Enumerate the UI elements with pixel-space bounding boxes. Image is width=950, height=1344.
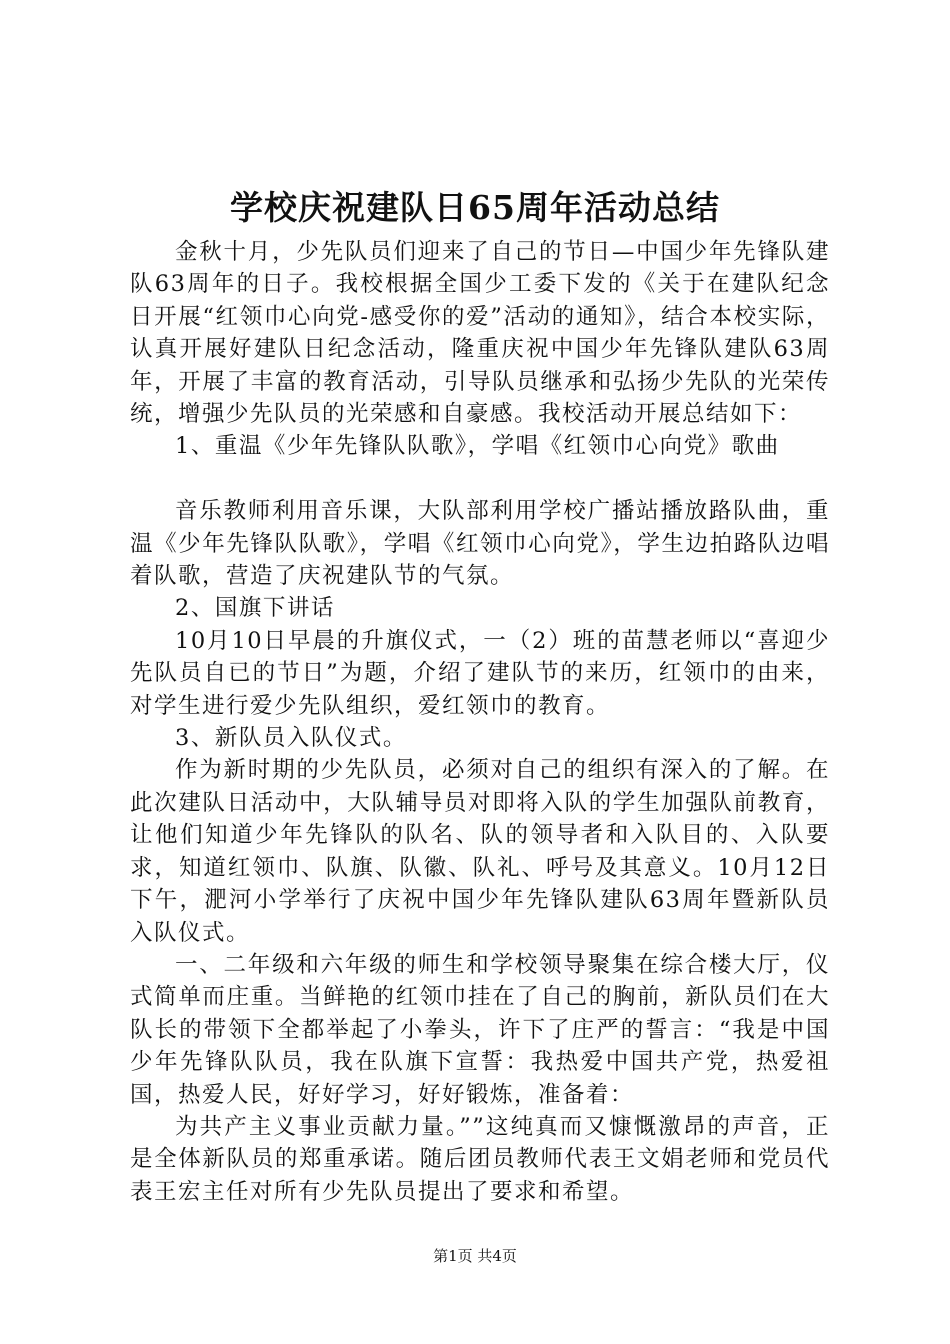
- paragraph-section-2-body: 10月10日早晨的升旗仪式，一（2）班的苗慧老师以“喜迎少先队员自已的节日”为题，介绍了建队节的来历，红领巾的由来，对学生进行爱少先队组织，爱红领巾的教育。: [130, 627, 830, 719]
- page-footer: 第1页 共4页: [433, 1247, 517, 1265]
- paragraph-section-3-heading: 3、新队员入队仪式。: [175, 725, 407, 752]
- paragraph-section-2-heading: 2、国旗下讲话: [175, 595, 335, 622]
- document-body: [130, 236, 830, 1208]
- paragraph-section-1-body: 音乐教师利用音乐课，大队部利用学校广播站播放路队曲，重温《少年先锋队队歌》，学唱《红领巾心向党》，学生边拍路队边唱着队歌，营造了庆祝建队节的气氛。: [130, 498, 830, 590]
- paragraph-intro: 金秋十月，少先队员们迎来了自己的节日—中国少年先锋队建队63周年的日子。我校根据全国少工委下发的《关于在建队纪念日开展“红领巾心向党-感受你的爱”活动的通知》，结合本校实际，认真开展好建队日纪念活动，隆重庆祝中国少年先锋队建队63周年，开展了丰富的教育活动，引导队员继承和弘扬少先队的光荣传统，增强少先队员的光荣感和自豪感。我校活动开展总结如下：: [130, 239, 830, 428]
- paragraph-section-1-heading: 1、重温《少年先锋队队歌》，学唱《红领巾心向党》歌曲: [175, 433, 780, 460]
- paragraph-section-3-body: 作为新时期的少先队员，必须对自己的组织有深入的了解。在此次建队日活动中，大队辅导员对即将入队的学生加强队前教育，让他们知道少年先锋队的队名、队的领导者和入队目的、入队要求，知道红领巾、队旗、队徽、队礼、呼号及其意义。10月12日下午，淝河小学举行了庆祝中国少年先锋队建队63周年暨新队员入队仪式。: [130, 757, 830, 946]
- document-title: 学校庆祝建队日65周年活动总结: [230, 188, 720, 227]
- paragraph-blank: [130, 463, 830, 495]
- paragraph-ceremony: 一、二年级和六年级的师生和学校领导聚集在综合楼大厅，仪式简单而庄重。当鲜艳的红领巾挂在了自己的胸前，新队员们在大队长的带领下全都举起了小拳头，许下了庄严的誓言：“我是中国少年先锋队队员，我在队旗下宣誓：我热爱中国共产党，热爱祖国，热爱人民，好好学习，好好锻炼，准备着：: [130, 951, 830, 1108]
- paragraph-oath-end: 为共产主义事业贡献力量。””这纯真而又慷慨激昂的声音，正是全体新队员的郑重承诺。随后团员教师代表王文娟老师和党员代表王宏主任对所有少先队员提出了要求和希望。: [130, 1113, 830, 1205]
